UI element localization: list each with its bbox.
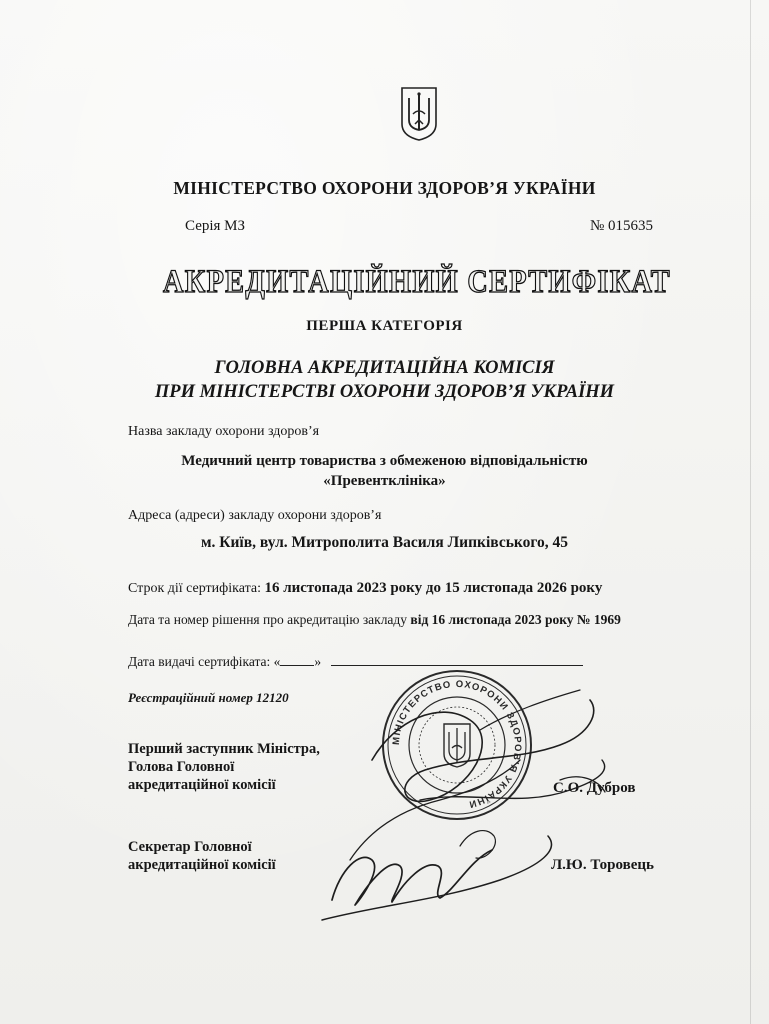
commission-heading [0,356,769,404]
series-label: Серія МЗ [185,218,246,234]
seal-emblem-icon [444,724,470,767]
signatory-1-line-3: акредитаційної комісії [128,777,276,793]
category-label: ПЕРША КАТЕГОРІЯ [306,318,463,334]
ministry-heading: МІНІСТЕРСТВО ОХОРОНИ ЗДОРОВ’Я УКРАЇНИ [173,178,596,198]
institution-label: Назва закладу охорони здоров’я [128,424,320,439]
institution-name-line-2: «Превентклініка» [323,473,446,489]
issue-month-blank [331,653,583,666]
decision-label: Дата та номер рішення про акредитацію закладу [128,612,408,627]
institution-name [0,451,769,491]
registration-number: Реєстраційний номер 12120 [128,690,289,705]
validity-value: 16 листопада 2023 року до 15 листопада 2026 року [264,580,603,596]
signatory-2-line-2: акредитаційної комісії [128,857,276,873]
address-label: Адреса (адреси) закладу охорони здоров’я [128,508,382,523]
signatory-2-line-1: Секретар Головної [128,839,252,855]
signatory-1-name: С.О. Дубров [553,780,636,796]
issue-date-quote-close: » [314,654,322,669]
trident-coat-of-arms-icon [398,84,440,142]
validity-label: Строк дії сертифіката: [128,581,261,596]
issue-day-blank [280,653,314,666]
validity-row [128,580,602,597]
signatory-2-title [128,838,276,874]
seal-text: МІНІСТЕРСТВО ОХОРОНИ ЗДОРОВ’Я УКРАЇНИ [390,678,524,810]
official-seal [378,666,536,824]
issue-date-quote-open: « [273,654,281,669]
institution-name-line-1: Медичний центр товариства з обмеженою відповідальністю [181,453,588,469]
decision-value: від 16 листопада 2023 року № 1969 [410,612,621,627]
certificate-title-text: АКРЕДИТАЦІЙНИЙ СЕРТИФІКАТ [163,264,755,300]
page-fold-line [750,0,751,1024]
signatory-1-line-1: Перший заступник Міністра, [128,741,320,757]
signatory-2-name: Л.Ю. Торовець [551,857,654,873]
certificate-number: № 015635 [590,218,654,234]
signatory-1-line-2: Голова Головної [128,759,235,775]
institution-address: м. Київ, вул. Митрополита Василя Липківського, 45 [200,534,569,551]
certificate-title [0,256,769,302]
decision-row [128,612,621,628]
commission-line-1: ГОЛОВНА АКРЕДИТАЦІЙНА КОМІСІЯ [214,358,555,378]
signatory-1-title [128,740,320,794]
commission-line-2: ПРИ МІНІСТЕРСТВІ ОХОРОНИ ЗДОРОВ’Я УКРАЇНИ [154,382,615,402]
issue-date-label: Дата видачі сертифіката: [128,654,271,669]
